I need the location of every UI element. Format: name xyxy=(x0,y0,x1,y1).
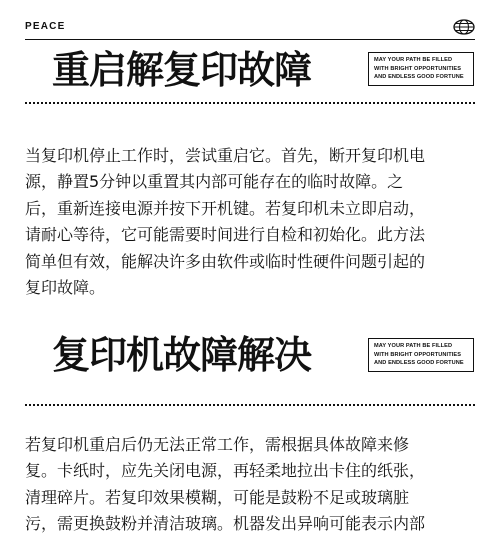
body-line: 若复印机重启后仍无法正常工作，需根据具体故障来修 xyxy=(25,435,410,454)
body-line: 后，重新连接电源并按下开机键。若复印机未立即启动， xyxy=(25,198,426,218)
section-2-divider xyxy=(25,404,475,406)
tagline-line: MAY YOUR PATH BE FILLED xyxy=(374,57,453,63)
body-line: 清理碎片。若复印效果模糊，可能是鼓粉不足或玻璃脏 xyxy=(25,487,410,507)
section-2-title: 复印机故障解决 xyxy=(52,333,312,377)
section-1-body xyxy=(25,143,477,301)
body-line: 简单但有效，能解决许多由软件或临时性硬件问题引起的 xyxy=(25,251,426,271)
section-1-tagline-box xyxy=(368,52,474,86)
brand-name: PEACE xyxy=(25,21,66,32)
tagline-line: MAY YOUR PATH BE FILLED xyxy=(374,343,453,349)
tagline-line: AND ENDLESS GOOD FORTUNE xyxy=(374,360,464,367)
body-line: 污，需更换鼓粉并清洁玻璃。机器发出异响可能表示内部 xyxy=(25,514,426,534)
section-2-body xyxy=(25,432,477,538)
section-2-tagline-box xyxy=(368,338,474,372)
body-line: 复。卡纸时，应先关闭电源，再轻柔地拉出卡住的纸张， xyxy=(25,461,426,481)
tagline-line: WITH BRIGHT OPPORTUNITIES xyxy=(374,351,462,358)
top-bar xyxy=(25,18,475,40)
section-1-divider xyxy=(25,102,475,104)
header-rule xyxy=(25,39,475,40)
tagline-line: WITH BRIGHT OPPORTUNITIES xyxy=(374,65,462,72)
tagline-line: AND ENDLESS GOOD FORTUNE xyxy=(374,74,464,81)
body-line: 当复印机停止工作时，尝试重启它。首先，断开复印机电 xyxy=(25,146,426,165)
body-line: 源，静置5分钟以重置其内部可能存在的临时故障。之 xyxy=(25,172,404,192)
section-1-title: 重启解复印故障 xyxy=(52,48,312,92)
body-line: 复印故障。 xyxy=(25,278,106,298)
body-line: 请耐心等待，它可能需要时间进行自检和初始化。此方法 xyxy=(25,225,426,245)
globe-icon xyxy=(453,19,475,35)
